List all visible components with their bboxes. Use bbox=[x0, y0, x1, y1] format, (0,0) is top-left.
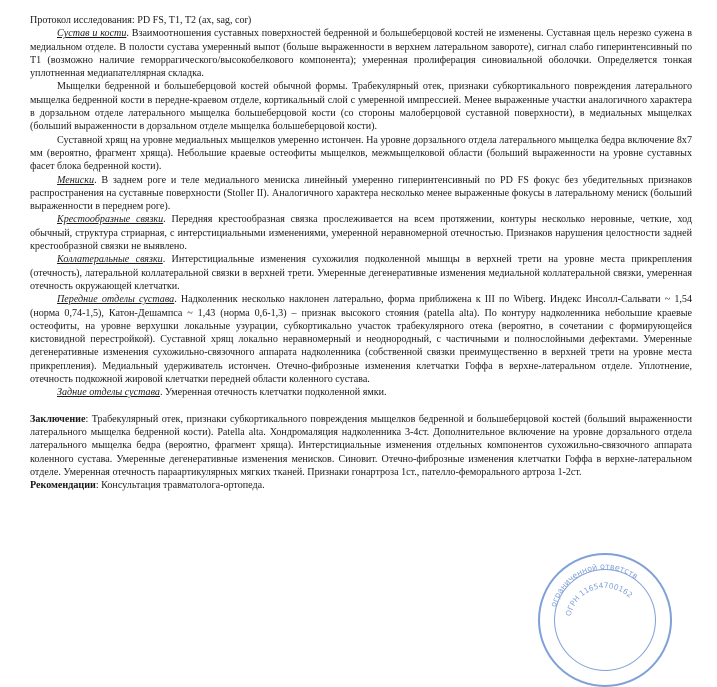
seal-stamp-lettering bbox=[540, 555, 670, 685]
section-text: . Передняя крестообразная связка прослеживается на всем протяжении, контуры несколько неровные, четкие, ход обычный, структура стриарная, с интерстициальными изменениями, умеренной неравномерной отечностью. Признаков нарушения целостности задней крестообразной связки не выявлено. bbox=[30, 214, 692, 253]
stamp-inner-text: ОГРН 11654700162 bbox=[563, 580, 635, 617]
section-label: Передние отделы сустава bbox=[57, 294, 175, 306]
conclusion-text: : Трабекулярный отек, признаки субкортикального повреждения мыщелков бедренной и большеберцовой костей (больший выраженности латерального мыщелка бедренной кости). Patella alta. Хондромаляция надколенника 3-4ст. Дополнительное включение на уровне дорзального отдела латерального мыщелка бедра (вероятно, фрагмент хряща). Интерстициальные изменения отдельных компонентов сухожильно-связочного аппарата коленного сустава. Умеренные дегенеративные изменения менисков. Синовит. Отечно-фиброзные изменения клетчатки Гоффа в верхне-латеральном отделе. Умеренная отечность параартикулярных мягких тканей. Признаки гонартроза 1ст., пателло-феморального артроза 1-2ст. bbox=[30, 413, 692, 478]
section-text: Мыщелки бедренной и большеберцовой костей обычной формы. Трабекулярный отек, признаки субкортикального повреждения латерального мыщелка бедренной кости в передне-краевом отделе, кортикальный слой с умеренной импрессией. Менее выраженные участки аналогичного характера в дорзальном отделе латерального мыщелка большеберцовой кости (со стороны малоберцовой суставной поверхности), в медиальных мыщелках (больший выраженности в дорзальном отделе мыщелка большеберцовой кости). bbox=[30, 81, 692, 133]
section-text: Суставной хрящ на уровне медиальных мыщелков умеренно истончен. На уровне дорзального отдела латерального мыщелка бедра включение 8х7 мм (вероятно, фрагмент хряща). Небольшие краевые остеофиты мыщелков, межмыщелковой области (больший выраженности на уровне суставных фасет блока бедренной кости). bbox=[30, 134, 692, 173]
section-text: . Надколенник несколько наклонен латерально, форма приближена к III по Wiberg. Индекс Инсолл-Сальвати ~ 1,54 (норма 0,74-1,5), Катон-Дешампса ~ 1,43 (норма 0,6-1,3) – признак высокого стояния (patella alta). По контуру надколенника небольшие краевые остеофиты, на уровне верхушки локальные узурации, субкортикально участок трабекулярного отека (вероятно, в сочетании с формирующейся кистовидной перестройкой). Суставной хрящ локально неравномерный и неоднородный, с частичными и полнослойными дефектами. Умеренные дегенеративные изменения сухожильно-связочного аппарата надколенника (собственной связки преимущественно в верхней трети на уровне места прикрепления). Медиальный удерживатель истончен. Отечно-фиброзные изменения клетчатки Гоффа в верхне-латеральном отделе. Уплотнение, отечность подкожной жировой клетчатки передней области коленного сустава. bbox=[30, 294, 692, 386]
section-label: Крестообразные связки bbox=[57, 214, 164, 226]
section-condyles bbox=[30, 80, 692, 133]
section-text: . Умеренная отечность клетчатки подколенной ямки. bbox=[159, 387, 387, 399]
section-label: Мениски bbox=[57, 174, 95, 186]
seal-stamp bbox=[538, 553, 672, 687]
recommendations-text: : Консультация травматолога-ортопеда. bbox=[95, 480, 265, 492]
section-cartilage bbox=[30, 134, 692, 174]
section-menisci bbox=[30, 174, 692, 214]
conclusion-label: Заключение bbox=[30, 413, 86, 425]
spacer bbox=[30, 400, 692, 413]
section-posterior bbox=[30, 386, 692, 399]
section-anterior bbox=[30, 293, 692, 386]
stamp-outer-text: ограниченной ответств bbox=[548, 561, 640, 608]
conclusion bbox=[30, 413, 692, 479]
section-collateral-ligaments bbox=[30, 253, 692, 293]
section-label: Сустав и кости bbox=[57, 28, 127, 40]
section-text: . Взаимоотношения суставных поверхностей бедренной и большеберцовой костей не изменены. Суставная щель нерезко сужена в медиальном отделе. В полости сустава умеренный выпот (больше выраженности в верхнем латеральном завороте), сигнал слабо гиперинтенсивный по T1 (возможно наличие геморрагического/высокобелкового компонента); умеренная пролиферация синовиальной оболочки. Определяется тонкая уплотненная медиапателлярная складка. bbox=[30, 28, 693, 80]
recommendations-label: Рекомендации bbox=[30, 480, 96, 492]
svg-text:ограниченной ответств bbox=[549, 562, 640, 608]
section-joint-bones bbox=[30, 27, 692, 80]
section-cruciate-ligaments bbox=[30, 213, 692, 253]
section-text: . Интерстициальные изменения сухожилия подколенной мышцы в верхней трети на уровне места прикрепления (отечность), латеральной коллатеральной связки в верхней трети. Умеренные дегенеративные изменения медиальной коллатеральной связки, умеренная отечность окружающей клетчатки. bbox=[30, 254, 693, 292]
report-document bbox=[30, 14, 692, 492]
section-text: . В заднем роге и теле медиального мениска линейный умеренно гиперинтенсивный по PD FS фокус без убедительных признаков распространения на суставные поверхности (Stoller II). Аналогичного характера несколько менее выраженные фокусы в латеральному мениск (больший выраженности в переднем роге). bbox=[30, 174, 692, 213]
svg-text:ОГРН 11654700162 bbox=[564, 581, 635, 617]
section-label: Задние отделы сустава bbox=[57, 387, 160, 399]
recommendations bbox=[30, 479, 692, 492]
protocol-header: Протокол исследования: PD FS, T1, T2 (ax, sag, cor) bbox=[30, 15, 252, 26]
section-label: Коллатеральные связки bbox=[57, 254, 163, 266]
